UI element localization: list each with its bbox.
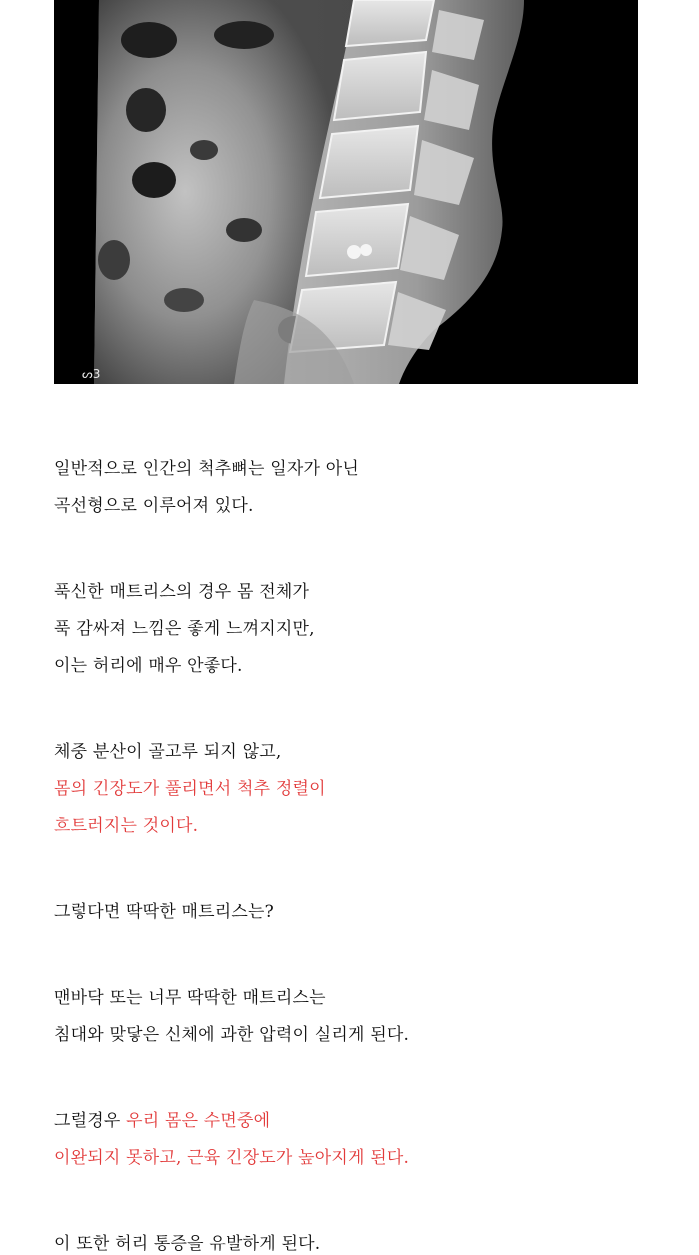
text-segment: 침대와 맞닿은 신체에 과한 압력이 실리게 된다. xyxy=(54,1025,410,1045)
paragraph-2-line-2 xyxy=(54,618,315,640)
paragraph-3-line-1 xyxy=(54,741,281,763)
paragraph-4-line-1 xyxy=(54,901,274,923)
text-segment: 푹 감싸져 느낌은 좋게 느껴지지만, xyxy=(54,619,315,639)
paragraph-3-line-3 xyxy=(54,815,198,837)
paragraph-6-line-2 xyxy=(54,1147,409,1169)
text-segment: 이완되지 못하고, 근육 긴장도가 높아지게 된다. xyxy=(54,1148,410,1168)
paragraph-5-line-1 xyxy=(54,987,326,1009)
text-segment: 곡선형으로 이루어져 있다. xyxy=(54,496,254,516)
image-marker: ᔕ3 xyxy=(82,367,101,381)
text-segment: 우리 몸은 수면중에 xyxy=(126,1111,271,1131)
paragraph-3-line-2 xyxy=(54,778,326,800)
text-segment: 흐트러지는 것이다. xyxy=(54,816,199,836)
paragraph-1-line-2 xyxy=(54,495,254,517)
text-segment: 그럴경우 xyxy=(54,1111,127,1131)
text-segment: 이 또한 허리 통증을 유발하게 된다. xyxy=(54,1234,321,1254)
paragraph-2-line-1 xyxy=(54,581,309,603)
paragraph-2-line-3 xyxy=(54,655,243,677)
spine-xray-image xyxy=(54,0,638,384)
text-segment: 푹신한 매트리스의 경우 몸 전체가 xyxy=(54,582,310,602)
text-segment: 체중 분산이 골고루 되지 않고, xyxy=(54,742,282,762)
text-segment: 그렇다면 딱딱한 매트리스는? xyxy=(54,902,274,922)
paragraph-1-line-1 xyxy=(54,458,359,480)
text-segment: 이는 허리에 매우 안좋다. xyxy=(54,656,243,676)
text-segment: 맨바닥 또는 너무 딱딱한 매트리스는 xyxy=(54,988,326,1008)
text-segment: 몸의 긴장도가 풀리면서 척추 정렬이 xyxy=(54,779,326,799)
text-segment: 일반적으로 인간의 척추뼈는 일자가 아닌 xyxy=(54,459,359,479)
paragraph-5-line-2 xyxy=(54,1024,409,1046)
paragraph-7-line-1 xyxy=(54,1233,320,1255)
paragraph-6-line-1 xyxy=(54,1110,270,1132)
